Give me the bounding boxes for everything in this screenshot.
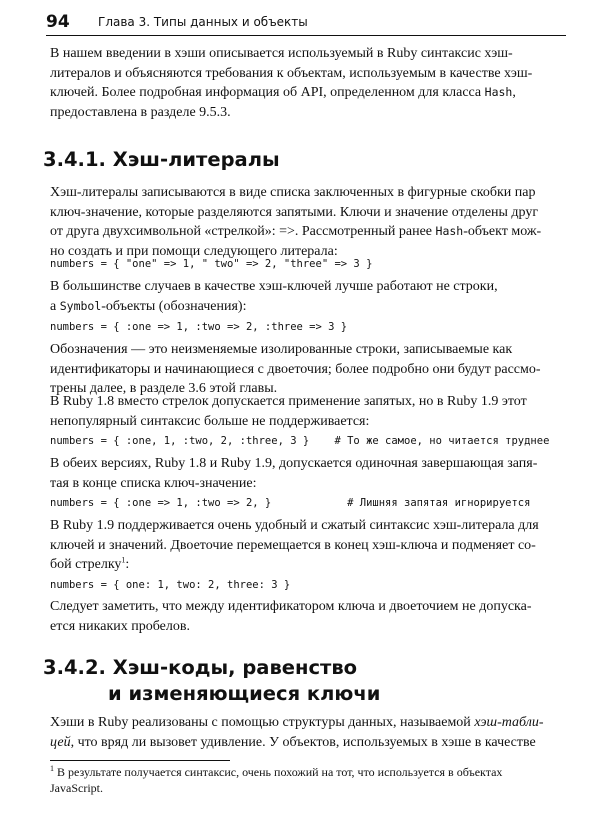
- text-span: от друга двухсимвольной «стрелкой»: =>. Рассмотренный ранее: [50, 224, 436, 239]
- section-heading-continued: и изменяющиеся ключи: [108, 682, 381, 705]
- text-span: а: [50, 298, 60, 314]
- text-span: ,: [512, 85, 516, 100]
- text-line: Следует заметить, что между идентификатором ключа и двоеточием не допуска-: [50, 599, 532, 614]
- text-line: Хэш-литералы записываются в виде списка заключенных в фигурные скобки пар: [50, 185, 536, 200]
- text-line: ется никаких пробелов.: [50, 618, 190, 634]
- text-line: предоставлена в разделе 9.5.3.: [50, 104, 231, 120]
- inline-code: Symbol: [59, 298, 102, 313]
- paragraph: [50, 597, 557, 636]
- chapter-title: Глава 3. Типы данных и объекты: [98, 15, 308, 29]
- paragraph: [50, 454, 557, 493]
- text-line: ключей и значений. Двоеточие перемещается в конец хэш-ключа и подменяет со-: [50, 537, 536, 553]
- section-heading: 3.4.2. Хэш-коды, равенство: [43, 656, 358, 679]
- text-span: -объекты (обозначения):: [101, 298, 247, 314]
- text-line: [50, 764, 560, 780]
- text-line: [50, 222, 557, 242]
- footnote: [50, 764, 560, 796]
- emphasis: цей: [50, 734, 71, 750]
- code-example: numbers = { "one" => 1, " two" => 2, "three" => 3 }: [50, 258, 373, 270]
- text-span: Хэши в Ruby реализованы с помощью структуры данных, называемой: [50, 715, 475, 730]
- text-line: В нашем введении в хэши описывается используемый в Ruby синтаксис хэш-: [50, 46, 513, 61]
- footnote-rule: [50, 760, 230, 761]
- emphasis: хэш-табли-: [474, 715, 544, 730]
- paragraph: [50, 516, 557, 575]
- text-span: -объект мож-: [463, 224, 542, 239]
- code-example: numbers = { :one, 1, :two, 2, :three, 3 } # То же самое, но читается труднее: [50, 435, 550, 447]
- footnote-mark: 1: [50, 764, 54, 773]
- paragraph: [50, 277, 557, 316]
- paragraph: [50, 183, 557, 261]
- text-span: бой стрелку: [50, 557, 122, 572]
- text-line: литералов и объясняются требования к объектам, используемым в качестве хэш-: [50, 65, 533, 81]
- text-line: [50, 733, 557, 753]
- text-line: [50, 555, 557, 575]
- text-line: В Ruby 1.8 вместо стрелок допускается применение запятых, но в Ruby 1.9 этот: [50, 394, 527, 409]
- text-line: [50, 297, 557, 317]
- text-line: но создать и при помощи следующего литерала:: [50, 243, 338, 259]
- code-example: numbers = { :one => 1, :two => 2, :three => 3 }: [50, 321, 348, 333]
- text-span: :: [125, 557, 130, 572]
- text-span: , что вряд ли вызовет удивление. У объектов, используемых в хэше в качестве: [70, 734, 536, 750]
- text-span: ключей. Более подробная информация об API, определенном для класса: [50, 85, 485, 100]
- running-header: [46, 12, 566, 34]
- text-line: ключ-значение, которые разделяются запятыми. Ключи и значение отделены друг: [50, 204, 539, 220]
- text-line: В Ruby 1.9 поддерживается очень удобный и сжатый синтаксис хэш-литерала для: [50, 518, 539, 533]
- text-line: трены далее, в разделе 3.6 этой главы.: [50, 381, 278, 396]
- text-line: [50, 83, 557, 103]
- code-example: numbers = { one: 1, two: 2, three: 3 }: [50, 579, 291, 591]
- paragraph: [50, 340, 557, 399]
- text-line: [50, 713, 557, 733]
- text-line: Обозначения — это неизменяемые изолированные строки, записываемые как: [50, 342, 513, 357]
- text-line: тая в конце списка ключ-значение:: [50, 475, 257, 491]
- text-line: идентификаторы и начинающиеся с двоеточия; более подробно они будут рассмо-: [50, 361, 541, 377]
- text-line: В обеих версиях, Ruby 1.8 и Ruby 1.9, допускается одиночная завершающая запя-: [50, 456, 538, 471]
- inline-code: Hash: [435, 224, 464, 238]
- inline-code: Hash: [484, 85, 513, 99]
- paragraph: [50, 392, 557, 431]
- text-line: В большинстве случаев в качестве хэш-ключей лучше работают не строки,: [50, 279, 498, 294]
- text-line: JavaScript.: [50, 781, 103, 795]
- section-heading: 3.4.1. Хэш-литералы: [43, 148, 280, 171]
- text-line: непопулярный синтаксис больше не поддерживается:: [50, 413, 370, 429]
- paragraph: [50, 713, 557, 752]
- code-example: numbers = { :one => 1, :two => 2, } # Лишняя запятая игнорируется: [50, 497, 531, 509]
- text-span: В результате получается синтаксис, очень похожий на тот, что используется в объектах: [54, 765, 503, 779]
- page-number: 94: [46, 12, 70, 32]
- footnote-ref: 1: [121, 555, 126, 565]
- intro-paragraph: [50, 44, 557, 122]
- header-rule: [46, 35, 566, 36]
